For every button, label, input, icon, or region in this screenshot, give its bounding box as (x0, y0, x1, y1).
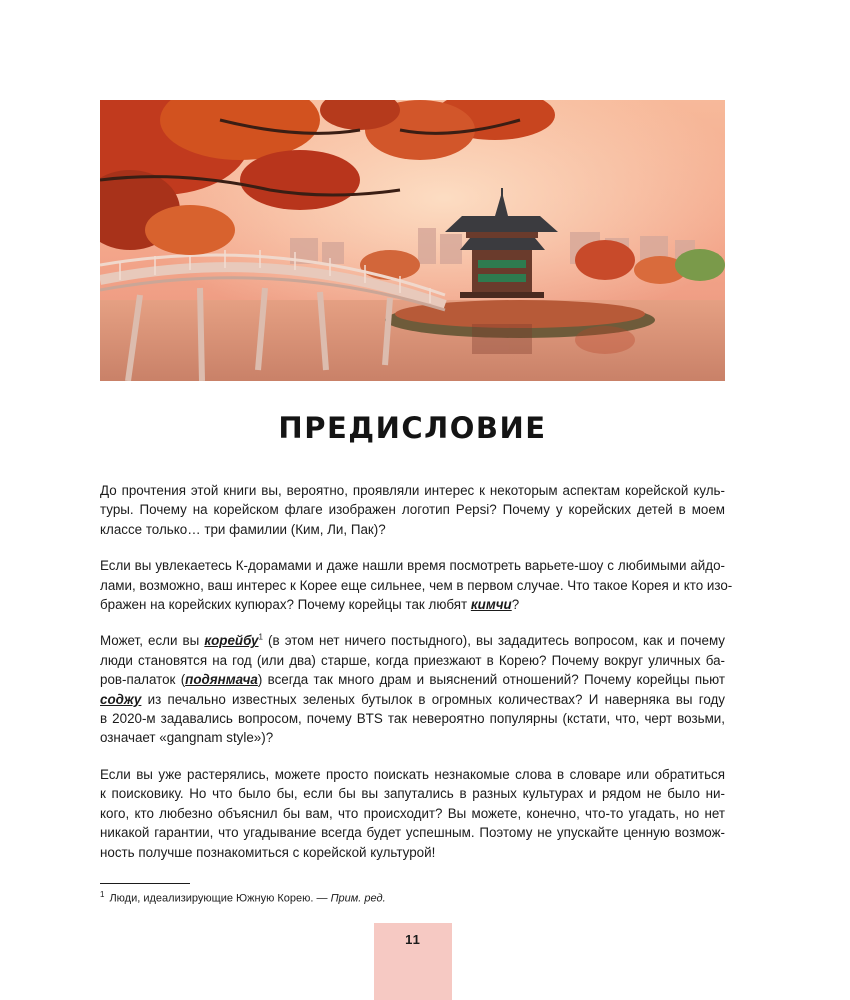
text-line: кого, кто любезно объяснил бы вам, что происходит? Вы можете, конечно, что-то угадать, но нет (100, 805, 725, 821)
text-line: Если вы уже растерялись, можете просто поискать незнакомые слова в словаре или обратиться (100, 766, 725, 782)
text-line: Если вы увлекаетесь К-дорамами и даже нашли время посмотреть варьете-шоу с любимыми айдо- (100, 558, 725, 574)
footnote-number: 1 (100, 890, 105, 899)
text-line (100, 670, 725, 689)
photo-illustration (100, 100, 725, 381)
text-segment: бражен на корейских купюрах? Почему корейцы так любят (100, 597, 471, 613)
body-text (100, 481, 733, 879)
footnote-divider (100, 883, 190, 884)
text-line: люди становятся на год (или два) старше, когда приезжают в Корею? Почему вокруг уличных ба- (100, 652, 725, 668)
text-segment: из печально известных зеленых бутылок в огромных количествах? И наверняка вы году (141, 691, 725, 707)
keyword-pojangmacha: подянмача (185, 672, 258, 688)
page-title: ПРЕДИСЛОВИЕ (278, 411, 547, 445)
text-segment: (в этом нет ничего постыдного), вы зададитесь вопросом, как и почему (262, 633, 725, 649)
text-segment: ров-палаток ( (100, 672, 186, 688)
text-line: лами, возможно, ваш интерес к Корее еще сильнее, чем в первом случае. Что такое Корея и кто изо- (100, 577, 733, 593)
paragraph-1 (100, 481, 725, 539)
text-line: означает «gangnam style»)? (100, 730, 274, 746)
footnote-editor-note: Прим. ред. (330, 892, 386, 905)
text-line (100, 595, 725, 614)
keyword-kimchi: кимчи (470, 597, 512, 613)
text-segment: ) всегда так много драм и выяснений отношений? Почему корейцы пьют (257, 672, 725, 688)
keyword-soju: соджу (100, 691, 142, 707)
text-line: классе только… три фамилии (Ким, Ли, Пак)? (100, 521, 386, 537)
text-line (100, 631, 725, 650)
korean-pavilion-photo (100, 100, 725, 381)
text-line: в 2020-м задавались вопросом, почему BTS так невероятно популярны (кстати, что, черт возьми, (100, 711, 725, 727)
text-line: к поисковику. Но что было бы, если бы вы запутались в разных культурах и рядом не было ни- (100, 786, 725, 802)
keyword-koreaboo: корейбу (204, 633, 259, 649)
text-line (100, 690, 725, 709)
text-line: До прочтения этой книги вы, вероятно, проявляли интерес к некоторым аспектам корейской куль- (100, 483, 725, 498)
footnote (100, 887, 725, 907)
paragraph-4 (100, 765, 725, 862)
text-line: никакой гарантии, что угадывание всегда будет успешным. Поэтому не упускайте ценную возмож- (100, 825, 725, 841)
text-line: туры. Почему на корейском флаге изображен логотип Pepsi? Почему у корейских детей в моем (100, 502, 725, 518)
page-number: 11 (405, 932, 421, 947)
page-number-box (374, 923, 452, 1000)
paragraph-2 (100, 556, 733, 614)
text-segment: Может, если вы (100, 633, 205, 649)
footnote-text: Люди, идеализирующие Южную Корею. — (109, 892, 331, 905)
footnote-ref: 1 (258, 632, 263, 642)
text-segment: ? (511, 597, 520, 613)
paragraph-3 (100, 631, 725, 747)
text-line: ность получше познакомиться с корейской культурой! (100, 844, 436, 860)
